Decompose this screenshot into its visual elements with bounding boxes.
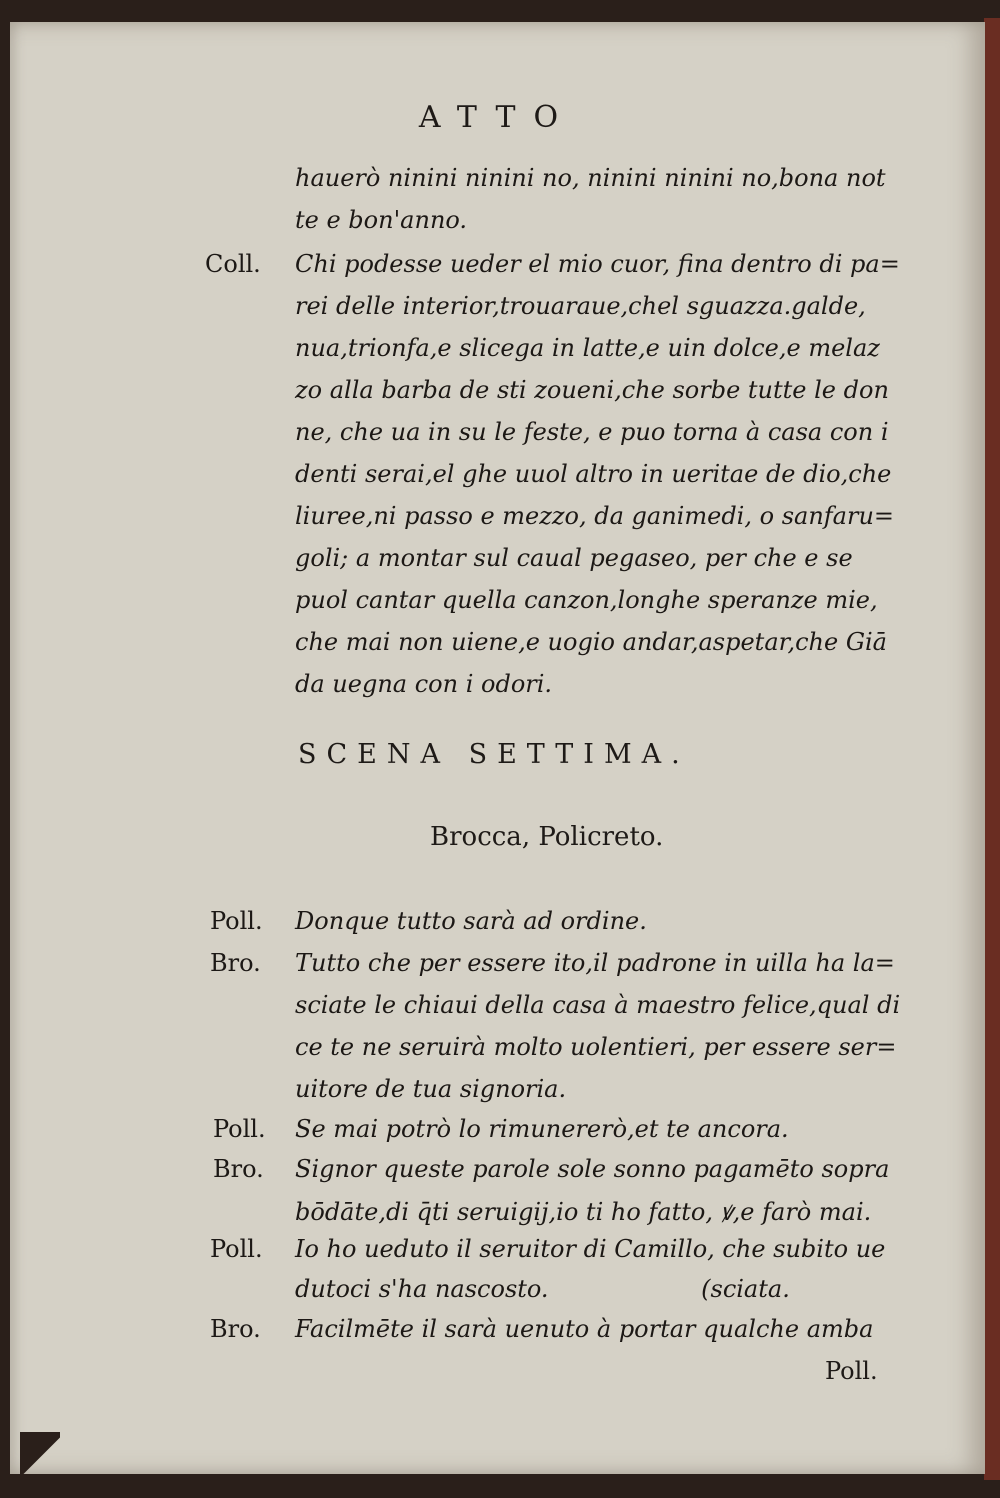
speaker-label: Bro. <box>210 1315 261 1343</box>
text-line: nua,trionfa,e slicega in latte,e uin dolce,e melaz <box>295 334 880 362</box>
book-edge <box>984 18 1000 1480</box>
catchword: Poll. <box>825 1357 878 1385</box>
text-line: da uegna con i odori. <box>295 670 553 698</box>
speaker-label: Poll. <box>213 1115 266 1143</box>
speaker-label: Bro. <box>210 949 261 977</box>
text-line: hauerò ninini ninini no, ninini ninini no,bona not <box>295 164 886 192</box>
text-line: Donque tutto sarà ad ordine. <box>295 907 647 935</box>
text-line: te e bon'anno. <box>295 206 468 234</box>
text-line: liuree,ni passo e mezzo, da ganimedi, o sanfaru= <box>295 502 895 530</box>
text-line: Tutto che per essere ito,il padrone in uilla ha la= <box>295 949 895 977</box>
scene-title: SCENA SETTIMA. <box>298 739 690 770</box>
text-line: Facilmēte il sarà uenuto à portar qualche amba <box>295 1315 874 1343</box>
text-line: denti serai,el ghe uuol altro in ueritae de dio,che <box>295 460 892 488</box>
book-page <box>10 22 985 1474</box>
text-line: goli; a montar sul caual pegaseo, per che e se <box>295 544 853 572</box>
text-line: Signor queste parole sole sonno pagamēto sopra <box>295 1155 890 1183</box>
text-line: puol cantar quella canzon,longhe speranze mie, <box>295 586 878 614</box>
running-head: ATTO <box>418 100 577 135</box>
scene-characters: Brocca, Policreto. <box>430 822 664 852</box>
text-line: che mai non uiene,e uogio andar,aspetar,che Giā <box>295 628 887 656</box>
text-line: zo alla barba de sti zoueni,che sorbe tutte le don <box>295 376 889 404</box>
text-line: uitore de tua signoria. <box>295 1075 567 1103</box>
speaker-label: Coll. <box>205 250 261 278</box>
text-line: Se mai potrò lo rimunererò,et te ancora. <box>295 1115 789 1143</box>
speaker-label: Poll. <box>210 1235 263 1263</box>
text-line: ne, che ua in su le feste, e puo torna à casa con i <box>295 418 889 446</box>
speaker-label: Bro. <box>213 1155 264 1183</box>
text-line: dutoci s'ha nascosto. (sciata. <box>295 1275 790 1303</box>
text-line: bōdāte,di q̄ti seruigij,io ti ho fatto, ꝟ,e farò mai. <box>295 1198 872 1226</box>
text-line: ce te ne seruirà molto uolentieri, per essere ser= <box>295 1033 897 1061</box>
text-line: Chi podesse ueder el mio cuor, fina dentro di pa= <box>295 250 900 278</box>
speaker-label: Poll. <box>210 907 263 935</box>
text-line: Io ho ueduto il seruitor di Camillo, che subito ue <box>295 1235 886 1263</box>
text-line: sciate le chiaui della casa à maestro felice,qual di <box>295 991 901 1019</box>
folded-corner <box>20 1432 60 1474</box>
text-line: rei delle interior,trouaraue,chel sguazza.galde, <box>295 292 866 320</box>
